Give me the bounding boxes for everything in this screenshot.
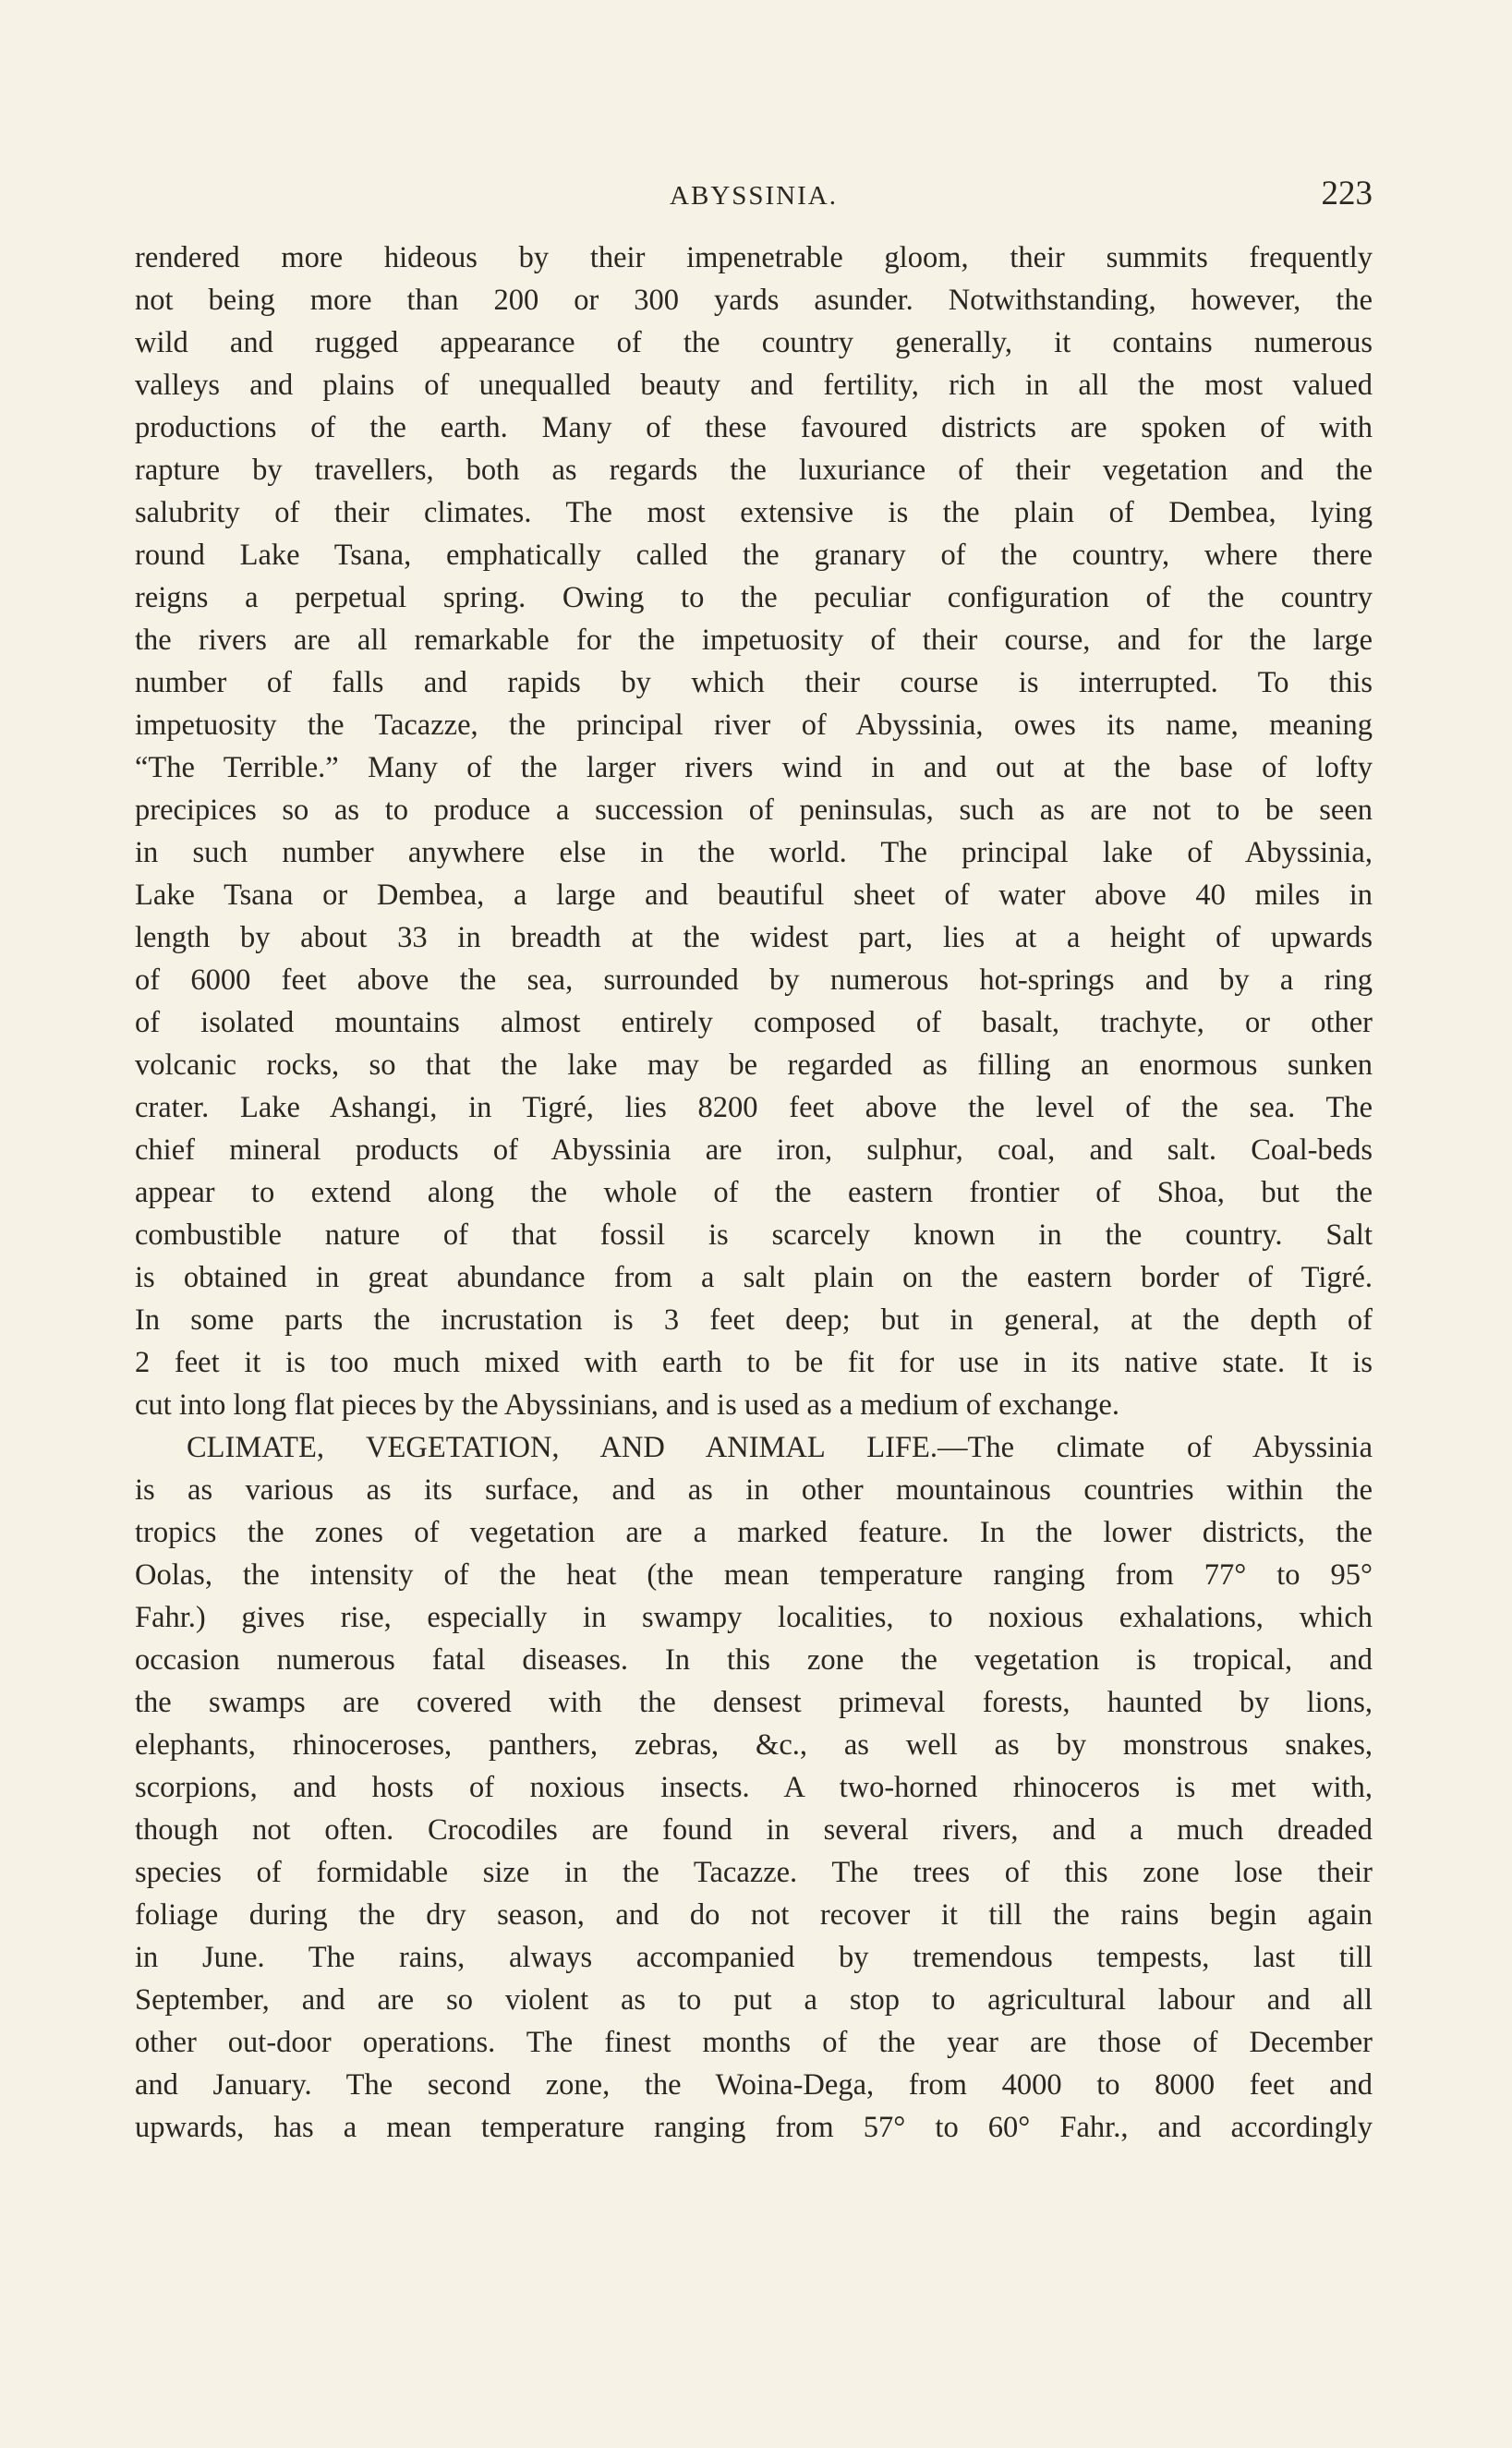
page-header [135, 174, 1373, 220]
text-line: occasion numerous fatal diseases. In this zone the vegetation is tropical, and [135, 1643, 1373, 1677]
text-line: precipices so as to produce a succession of peninsulas, such as are not to be seen [135, 794, 1373, 827]
text-line: is obtained in great abundance from a salt plain on the eastern border of Tigré. [135, 1261, 1373, 1294]
text-line: rendered more hideous by their impenetrable gloom, their summits frequently [135, 241, 1373, 274]
text-line: appear to extend along the whole of the eastern frontier of Shoa, but the [135, 1176, 1373, 1209]
text-line: cut into long flat pieces by the Abyssinians, and is used as a medium of exchange. [135, 1388, 1119, 1422]
text-line: in such number anywhere else in the world. The principal lake of Abyssinia, [135, 836, 1373, 869]
running-head: ABYSSINIA. [670, 181, 838, 211]
body-text [135, 236, 1373, 2149]
text-line: length by about 33 in breadth at the widest part, lies at a height of upwards [135, 921, 1373, 954]
text-line: salubrity of their climates. The most extensive is the plain of Dembea, lying [135, 496, 1373, 529]
text-line: volcanic rocks, so that the lake may be regarded as filling an enormous sunken [135, 1048, 1373, 1082]
text-line: Oolas, the intensity of the heat (the mean temperature ranging from 77° to 95° [135, 1558, 1373, 1592]
text-line: rapture by travellers, both as regards the luxuriance of their vegetation and the [135, 454, 1373, 487]
text-line: upwards, has a mean temperature ranging from 57° to 60° Fahr., and accordingly [135, 2111, 1373, 2144]
text-line: scorpions, and hosts of noxious insects. A two-horned rhinoceros is met with, [135, 1771, 1373, 1804]
text-line: 2 feet it is too much mixed with earth to be fit for use in its native state. It is [135, 1346, 1373, 1379]
text-line: foliage during the dry season, and do not recover it till the rains begin again [135, 1898, 1373, 1932]
text-line: though not often. Crocodiles are found in several rivers, and a much dreaded [135, 1813, 1373, 1847]
text-line: other out-door operations. The finest months of the year are those of December [135, 2026, 1373, 2059]
text-line: productions of the earth. Many of these favoured districts are spoken of with [135, 411, 1373, 444]
text-line: impetuosity the Tacazze, the principal river of Abyssinia, owes its name, meaning [135, 709, 1373, 742]
text-line: not being more than 200 or 300 yards asunder. Notwithstanding, however, the [135, 284, 1373, 317]
text-line: is as various as its surface, and as in other mountainous countries within the [135, 1473, 1373, 1507]
text-line: reigns a perpetual spring. Owing to the peculiar configuration of the country [135, 581, 1373, 614]
section-heading-line: CLIMATE, VEGETATION, AND ANIMAL LIFE.—The climate of Abyssinia [187, 1431, 1373, 1464]
text-line: of isolated mountains almost entirely composed of basalt, trachyte, or other [135, 1006, 1373, 1039]
text-line: tropics the zones of vegetation are a marked feature. In the lower districts, the [135, 1516, 1373, 1549]
text-line: number of falls and rapids by which their course is interrupted. To this [135, 666, 1373, 699]
text-line: the swamps are covered with the densest primeval forests, haunted by lions, [135, 1686, 1373, 1719]
text-line: and January. The second zone, the Woina-Dega, from 4000 to 8000 feet and [135, 2068, 1373, 2102]
text-line: combustible nature of that fossil is scarcely known in the country. Salt [135, 1218, 1373, 1252]
text-line: wild and rugged appearance of the country generally, it contains numerous [135, 326, 1373, 359]
text-line: species of formidable size in the Tacazze. The trees of this zone lose their [135, 1856, 1373, 1889]
text-line: round Lake Tsana, emphatically called the granary of the country, where there [135, 539, 1373, 572]
text-line: chief mineral products of Abyssinia are iron, sulphur, coal, and salt. Coal-beds [135, 1133, 1373, 1167]
text-line: September, and are so violent as to put a stop to agricultural labour and all [135, 1983, 1373, 2017]
text-line: “The Terrible.” Many of the larger rivers wind in and out at the base of lofty [135, 751, 1373, 784]
text-line: In some parts the incrustation is 3 feet deep; but in general, at the depth of [135, 1303, 1373, 1337]
text-line: valleys and plains of unequalled beauty and fertility, rich in all the most valued [135, 369, 1373, 402]
text-line: Lake Tsana or Dembea, a large and beautiful sheet of water above 40 miles in [135, 879, 1373, 912]
text-line: Fahr.) gives rise, especially in swampy localities, to noxious exhalations, which [135, 1601, 1373, 1634]
text-line: of 6000 feet above the sea, surrounded by numerous hot-springs and by a ring [135, 963, 1373, 997]
text-line: crater. Lake Ashangi, in Tigré, lies 8200 feet above the level of the sea. The [135, 1091, 1373, 1124]
page-number: 223 [1321, 175, 1373, 212]
text-line: elephants, rhinoceroses, panthers, zebras, &c., as well as by monstrous snakes, [135, 1728, 1373, 1762]
text-line: in June. The rains, always accompanied by tremendous tempests, last till [135, 1941, 1373, 1974]
text-line: the rivers are all remarkable for the impetuosity of their course, and for the large [135, 624, 1373, 657]
